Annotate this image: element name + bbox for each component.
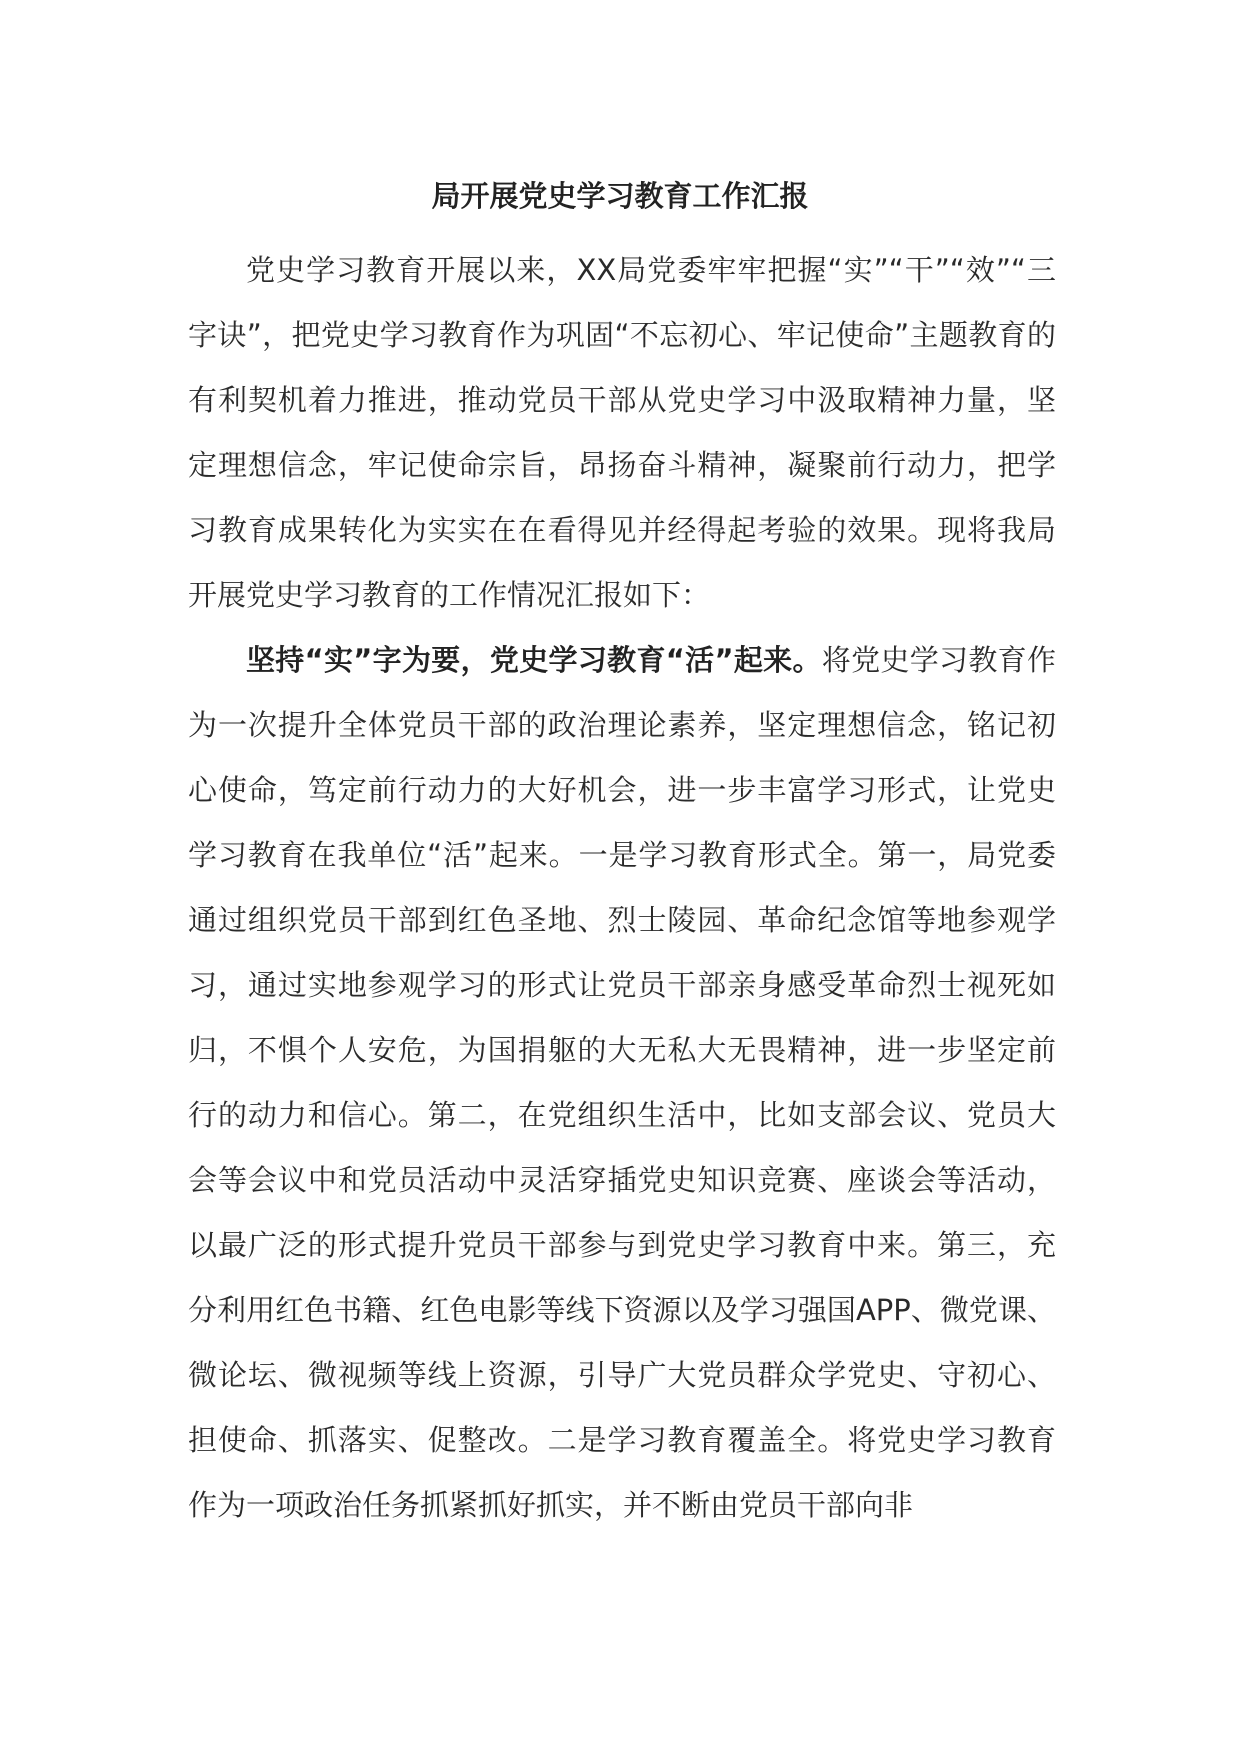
document-title: 局开展党史学习教育工作汇报 [431,179,809,213]
paragraph-text: 党史学习教育开展以来，XX局党委牢牢把握“实”“干”“效”“三字诀”，把党史学习教育作为巩固“不忘初心、牢记使命”主题教育的有利契机着力推进，推动党员干部从党史学习中汲取精神力量，坚定理想信念，牢记使命宗旨，昂扬奋斗精神，凝聚前行动力，把学习教育成果转化为实实在在看得见并经得起考验的效果。现将我局开展党史学习教育的工作情况汇报如下： [188,253,1056,612]
paragraph-text: 将党史学习教育作为一次提升全体党员干部的政治理论素养，坚定理想信念，铭记初心使命，笃定前行动力的大好机会，进一步丰富学习形式，让党史学习教育在我单位“活”起来。一是学习教育形式全。第一，局党委通过组织党员干部到红色圣地、烈士陵园、革命纪念馆等地参观学习，通过实地参观学习的形式让党员干部亲身感受革命烈士视死如归，不惧个人安危，为国捐躯的大无私大无畏精神，进一步坚定前行的动力和信心。第二，在党组织生活中，比如支部会议、党员大会等会议中和党员活动中灵活穿插党史知识竞赛、座谈会等活动，以最广泛的形式提升党员干部参与到党史学习教育中来。第三，充分利用红色书籍、红色电影等线下资源以及学习强国APP、微党课、微论坛、微视频等线上资源，引导广大党员群众学党史、守初心、担使命、抓落实、促整改。二是学习教育覆盖全。将党史学习教育作为一项政治任务抓紧抓好抓实，并不断由党员干部向非 [188,643,1056,1522]
document-body [188,238,1056,1538]
paragraph-section-1 [188,628,1056,1538]
paragraph-lead-heading: 坚持“实”字为要，党史学习教育“活”起来。 [246,643,822,677]
paragraph-intro [188,238,1056,628]
